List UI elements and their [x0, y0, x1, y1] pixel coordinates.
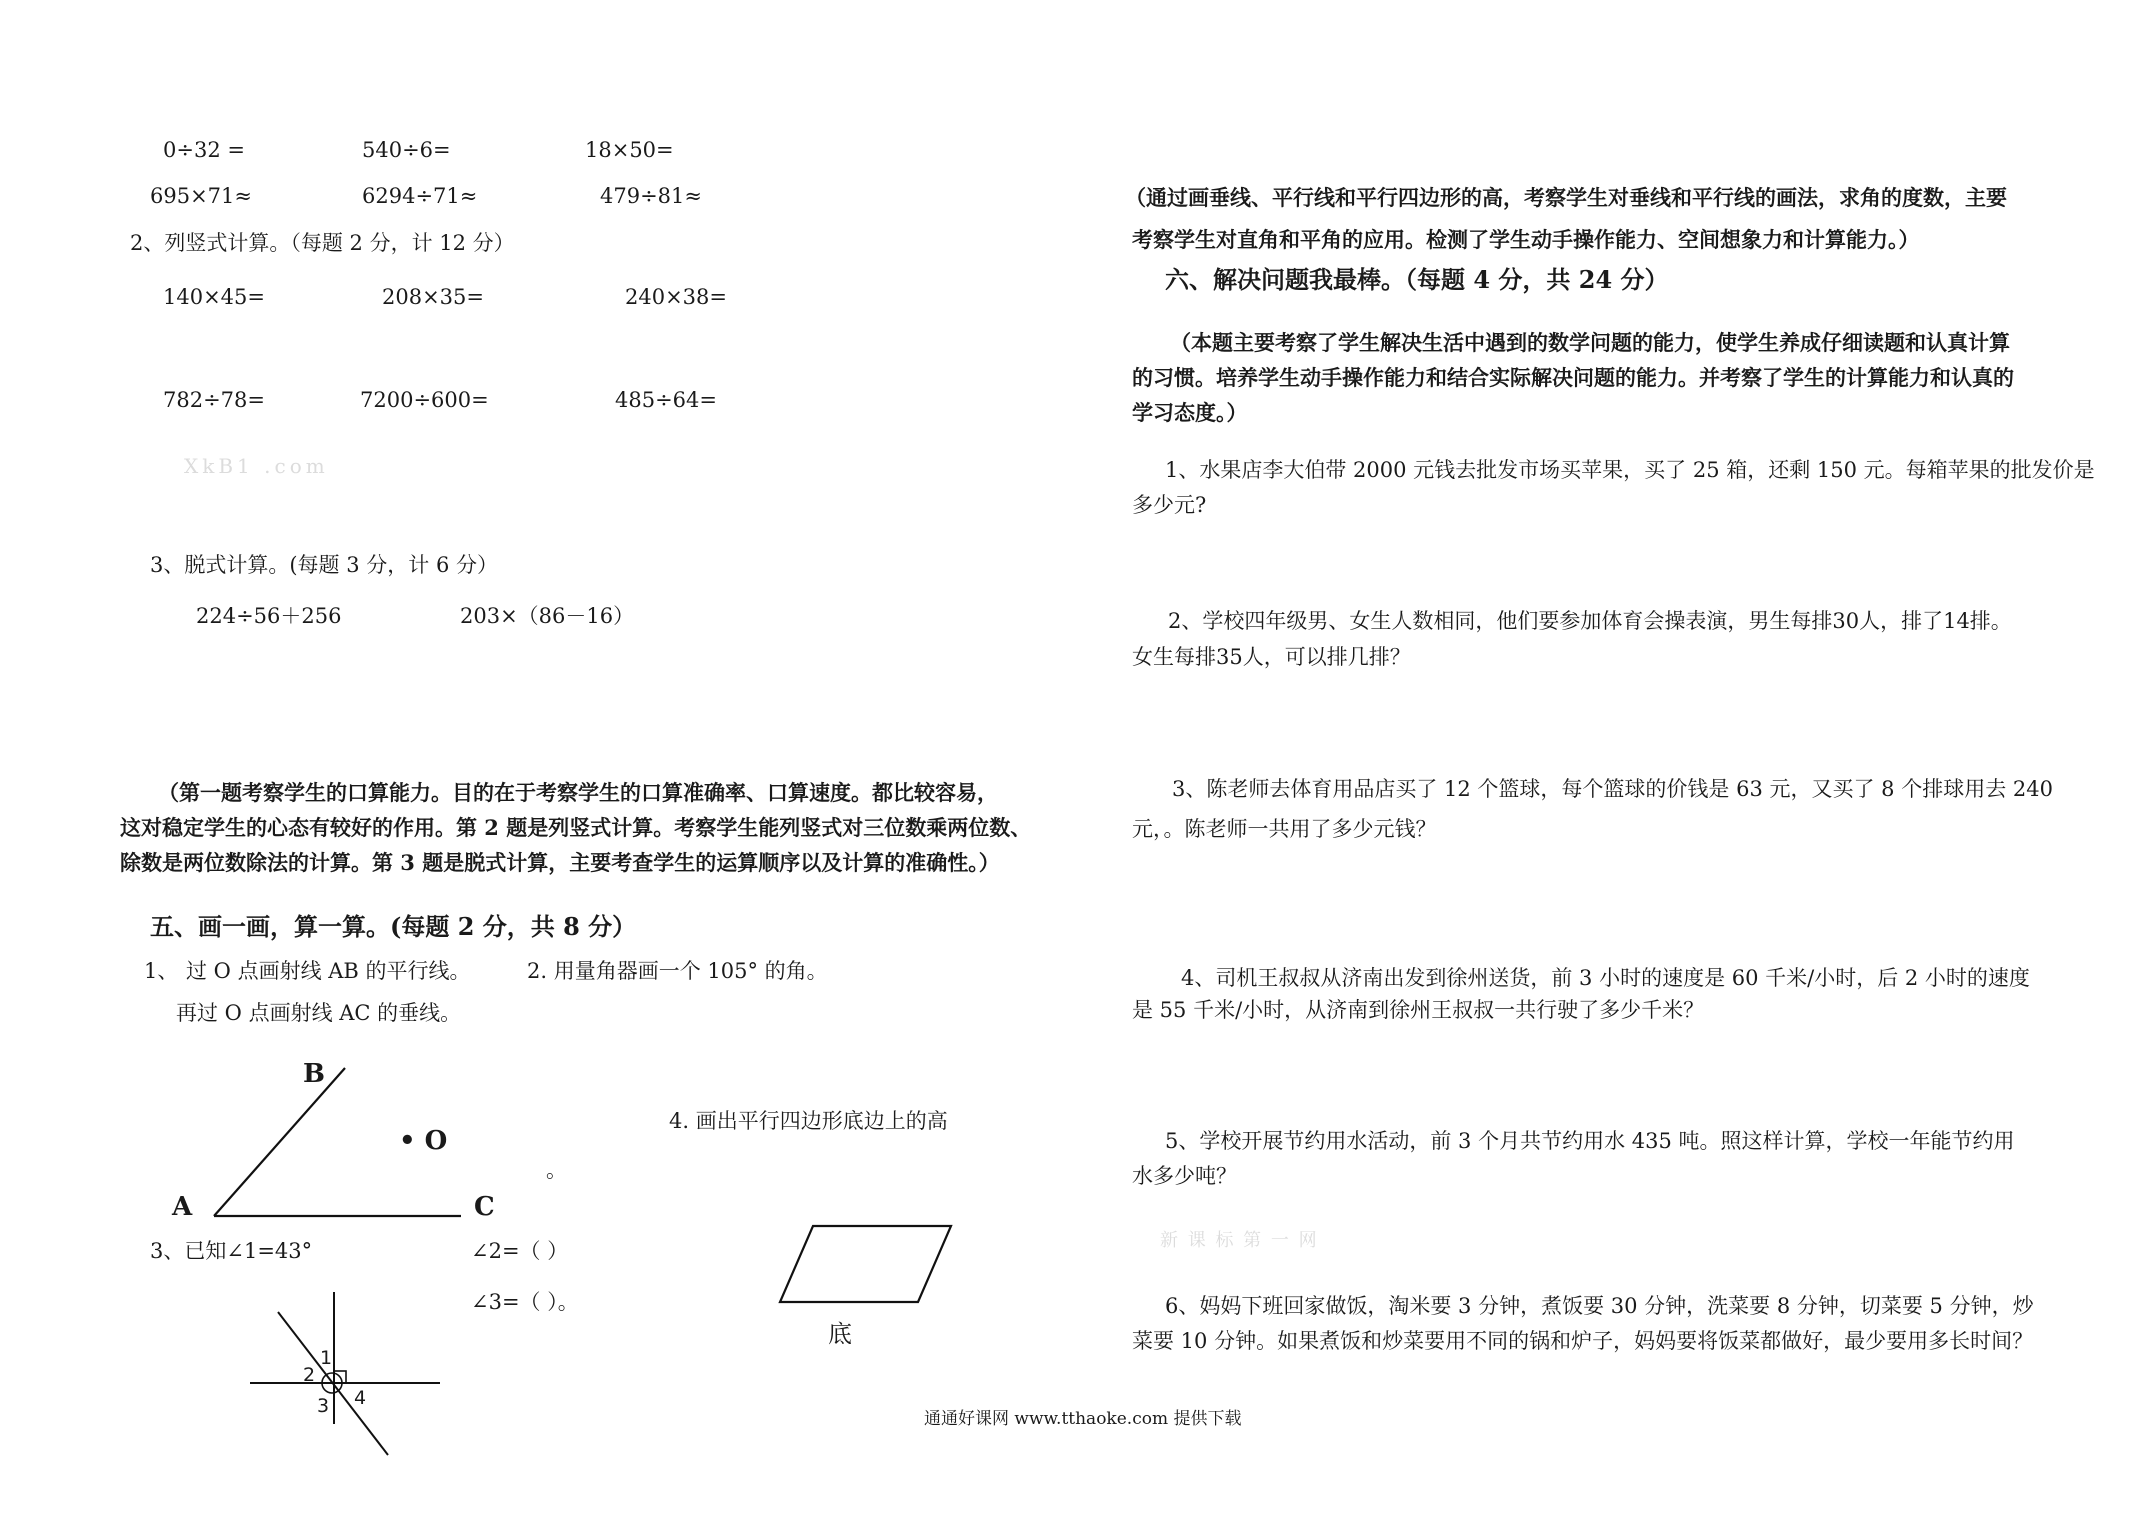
- problem-5-line-1: 5、学校开展节约用水活动，前 3 个月共节约用水 435 吨。照这样计算，学校一年能节约用: [1165, 1129, 2015, 1153]
- label-b: B: [303, 1059, 325, 1089]
- oral-calc-4: 695×71≈: [150, 184, 252, 208]
- label-o: • O: [399, 1126, 448, 1156]
- problem-2-line-2: 女生每排35人，可以排几排？: [1132, 645, 1411, 669]
- problem-1-line-1: 1、水果店李大伯带 2000 元钱去批发市场买苹果，买了 25 箱，还剩 150 元。每箱苹果的批发价是: [1165, 458, 2095, 482]
- stepwise-heading: 3、脱式计算。(每题 3 分，计 6 分）: [150, 553, 498, 577]
- problem-1-line-2: 多少元?: [1132, 493, 1207, 517]
- oral-calc-2: 540÷6=: [362, 138, 451, 162]
- note-right-top-line-2: 考察学生对直角和平角的应用。检测了学生动手操作能力、空间想象力和计算能力。）: [1132, 227, 1920, 252]
- note-right-top-line-1: （通过画垂线、平行线和平行四边形的高，考察学生对垂线和平行线的画法，求角的度数，主要: [1125, 185, 2007, 210]
- vertical-calc-3: 240×38=: [625, 285, 727, 309]
- note-left-line-3: 除数是两位数除法的计算。第 3 题是脱式计算，主要考查学生的运算顺序以及计算的准确性。）: [120, 850, 1000, 875]
- vertical-calc-6: 485÷64=: [615, 388, 717, 412]
- angle-label-1: 1: [320, 1347, 333, 1369]
- q2-text: 2. 用量角器画一个 105° 的角。: [527, 959, 828, 983]
- note-6-line-2: 的习惯。培养学生动手操作能力和结合实际解决问题的能力。并考察了学生的计算能力和认真的: [1132, 365, 2014, 390]
- note-left-line-1: （第一题考察学生的口算能力。目的在于考察学生的口算准确率、口算速度。都比较容易，: [158, 780, 998, 805]
- problem-3-line-1: 3、陈老师去体育用品店买了 12 个篮球，每个篮球的价钱是 63 元，又买了 8 个排球用去 240: [1172, 777, 2053, 801]
- vertical-calc-heading: 2、列竖式计算。（每题 2 分，计 12 分）: [130, 231, 515, 255]
- oral-calc-3: 18×50=: [585, 138, 674, 162]
- section-5-title: 五、画一画，算一算。(每题 2 分，共 8 分）: [150, 912, 637, 941]
- vertical-calc-4: 782÷78=: [163, 388, 265, 412]
- angle-2-answer: ∠2=（ ）: [471, 1239, 569, 1263]
- angle-3-answer: ∠3=（ ）。: [471, 1290, 579, 1314]
- note-6-line-1: （本题主要考察了学生解决生活中遇到的数学问题的能力，使学生养成仔细读题和认真计算: [1170, 330, 2010, 355]
- q1-line-2: 再过 O 点画射线 AC 的垂线。: [176, 1001, 462, 1025]
- q1-line-1: 过 O 点画射线 AB 的平行线。: [186, 959, 471, 983]
- label-c: C: [474, 1192, 495, 1222]
- oral-calc-5: 6294÷71≈: [362, 184, 478, 208]
- q3-text: 3、已知∠1=43°: [150, 1239, 313, 1263]
- problem-5-line-2: 水多少吨？: [1132, 1164, 1237, 1188]
- section-6-title: 六、解决问题我最棒。（每题 4 分，共 24 分）: [1165, 265, 1669, 294]
- watermark-xkb1: XkB1 .com: [184, 454, 329, 478]
- label-a: A: [172, 1192, 193, 1222]
- problem-4-line-2: 是 55 千米/小时，从济南到徐州王叔叔一共行驶了多少千米？: [1132, 998, 1705, 1022]
- q1-number: 1、: [144, 959, 179, 983]
- vertical-calc-5: 7200÷600=: [360, 388, 489, 412]
- problem-4-line-1: 4、司机王叔叔从济南出发到徐州送货，前 3 小时的速度是 60 千米/小时，后 2 小时的速度: [1181, 966, 2030, 990]
- note-left-line-2: 这对稳定学生的心态有较好的作用。第 2 题是列竖式计算。考察学生能列竖式对三位数乘两位数、: [120, 815, 1032, 840]
- stepwise-item-2: 203×（86－16）: [460, 604, 635, 628]
- problem-6-line-2: 菜要 10 分钟。如果煮饭和炒菜要用不同的锅和炉子，妈妈要将饭菜都做好，最少要用多长时间？: [1132, 1329, 2034, 1353]
- vertical-calc-1: 140×45=: [163, 285, 265, 309]
- base-label: 底: [828, 1320, 852, 1348]
- oral-calc-1: 0÷32 =: [163, 138, 245, 162]
- footer-source: 通通好课网 www.tthaoke.com 提供下载: [924, 1409, 1242, 1429]
- oral-calc-6: 479÷81≈: [600, 184, 702, 208]
- problem-6-line-1: 6、妈妈下班回家做饭，淘米要 3 分钟，煮饭要 30 分钟，洗菜要 8 分钟，切菜要 5 分钟，炒: [1165, 1294, 2034, 1318]
- angle-label-3: 3: [317, 1395, 330, 1417]
- angle-label-2: 2: [303, 1364, 316, 1386]
- q4-text: 4. 画出平行四边形底边上的高: [669, 1109, 948, 1133]
- watermark-xkb: 新 课 标 第 一 网: [1160, 1230, 1319, 1251]
- angle-label-4: 4: [354, 1387, 367, 1409]
- problem-2-line-1: 2、学校四年级男、女生人数相同，他们要参加体育会操表演，男生每排30人，排了14排。: [1168, 609, 2012, 633]
- vertical-calc-2: 208×35=: [382, 285, 484, 309]
- problem-3-line-2: 元，。陈老师一共用了多少元钱？: [1132, 817, 1437, 841]
- stray-dot: 。: [546, 1158, 567, 1182]
- stepwise-item-1: 224÷56＋256: [196, 604, 342, 628]
- note-6-line-3: 学习态度。）: [1132, 400, 1248, 425]
